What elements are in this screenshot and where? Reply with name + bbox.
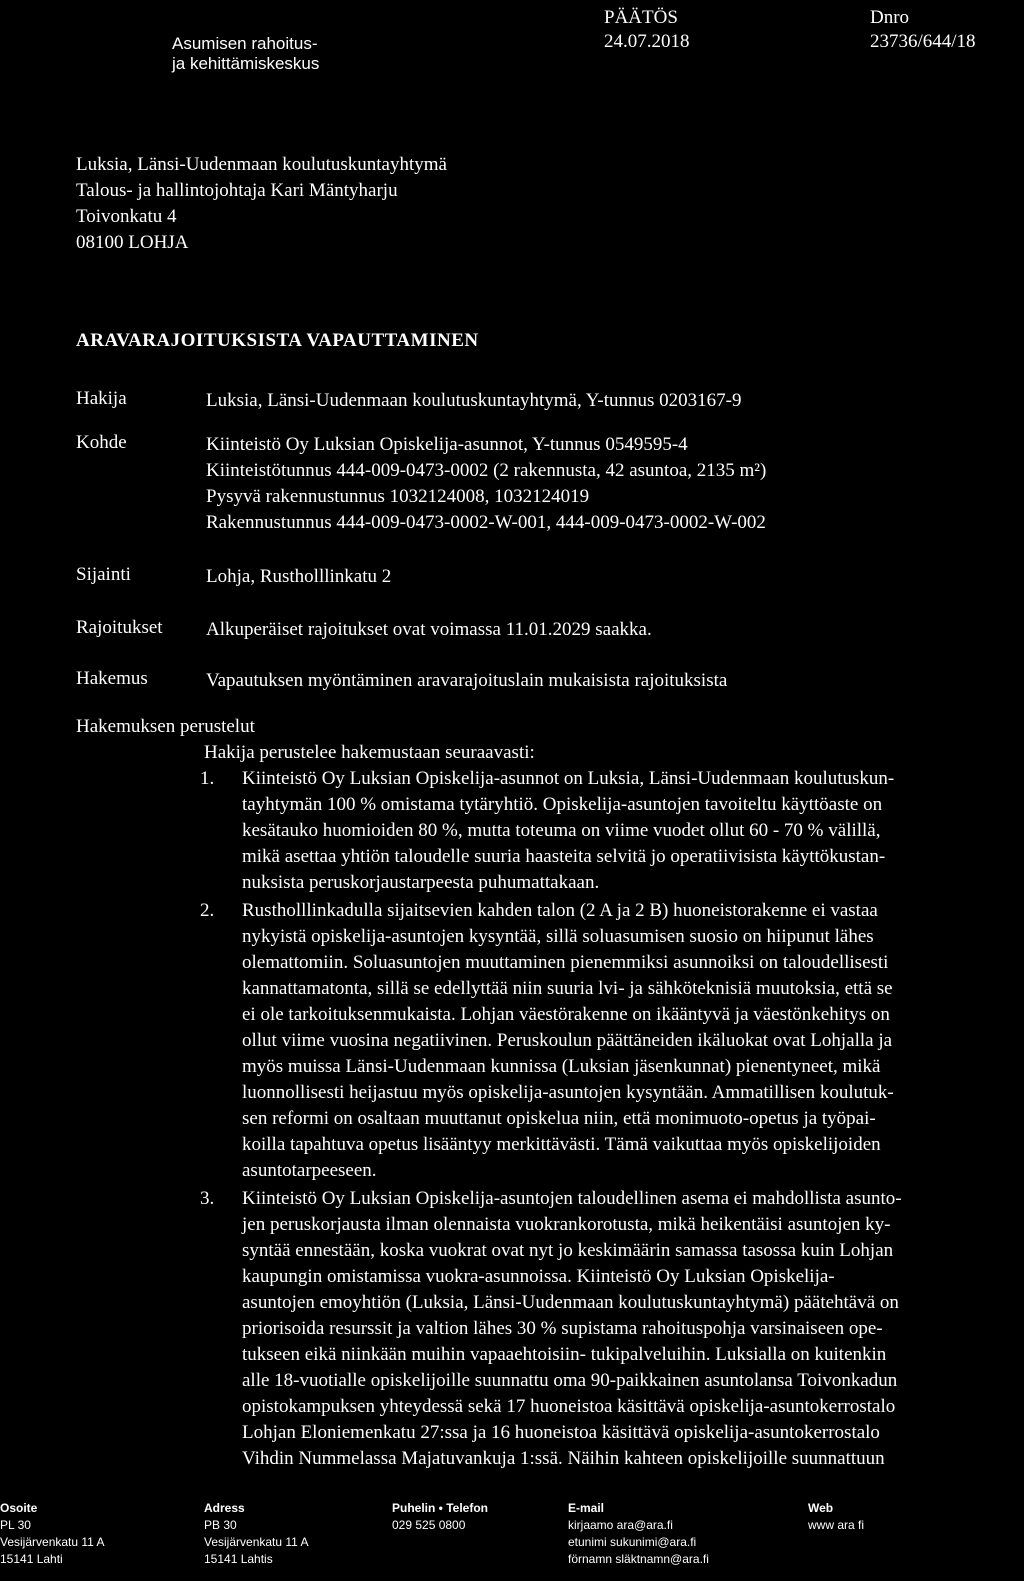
list-item-line: kannattamatonta, sillä se edellyttää niin suuria lvi- ja sähköteknisiä muutoksia, että se <box>242 978 893 999</box>
dnro-label: Dnro <box>870 7 910 28</box>
list-item-line: koilla tapahtuva opetus lisääntyy merkittävästi. Tämä vaikuttaa myös opiskelijoiden <box>242 1134 881 1155</box>
list-item-line: priorisoida resurssit ja valtion lähes 30 % supistama rahoituspohja varsinaiseen ope- <box>242 1318 883 1339</box>
footer-heading: Osoite <box>0 1501 38 1515</box>
list-item <box>200 766 1020 896</box>
list-item-line: myös muissa Länsi-Uudenmaan kunnissa (Luksian jäsenkunnat) pienentyneet, mikä <box>242 1056 881 1077</box>
list-item-line: mikä asettaa yhtiön taloudelle suuria haasteita selvitä jo operatiivisista käyttökustan- <box>242 846 886 867</box>
field-value-sijainti: Lohja, Rustholllinkatu 2 <box>206 566 392 587</box>
kohde-line: Pysyvä rakennustunnus 1032124008, 1032124019 <box>206 486 590 507</box>
list-item-line: tukseen eikä niinkään muihin vapaaehtoisiin- tukipalveluihin. Luksialla on kuitenkin <box>242 1344 887 1365</box>
list-item-line: asuntotarpeeseen. <box>242 1160 377 1181</box>
kohde-line: Kiinteistötunnus 444-009-0473-0002 (2 rakennusta, 42 asuntoa, 2135 m²) <box>206 460 767 481</box>
list-item-line: luonnollisesti heijastuu myös opiskelija-asuntojen kysyntään. Ammatillisen koulutuk- <box>242 1082 894 1103</box>
field-label-sijainti: Sijainti <box>76 564 131 585</box>
recipient-line: Luksia, Länsi-Uudenmaan koulutuskuntayhtymä <box>76 154 447 175</box>
perustelut-heading: Hakemuksen perustelut <box>76 716 255 737</box>
recipient-line: Toivonkatu 4 <box>76 206 177 227</box>
document-title: ARAVARAJOITUKSISTA VAPAUTTAMINEN <box>76 330 479 351</box>
list-item-line: alle 18-vuotialle opiskelijoille suunnattu oma 90-paikkainen asuntolansa Toivonkadun <box>242 1370 898 1391</box>
list-item-line: nykyistä opiskelija-asuntojen kysyntää, sillä soluasumisen suosio on hiipunut lähes <box>242 926 874 947</box>
list-item-number: 2. <box>200 900 215 921</box>
field-value-hakemus: Vapautuksen myöntäminen aravarajoituslain mukaisista rajoituksista <box>206 670 728 691</box>
list-item <box>200 1186 1020 1472</box>
agency-name-line: ja kehittämiskeskus <box>172 54 320 73</box>
agency-name-line: Asumisen rahoitus- <box>172 34 318 53</box>
field-value-kohde <box>206 432 766 536</box>
dnro-value: 23736/644/18 <box>870 31 976 52</box>
perustelut-list <box>200 766 1020 1474</box>
list-item <box>200 898 1020 1184</box>
footer-line: PB 30 <box>204 1518 237 1532</box>
list-item-line: syntää ennestään, koska vuokrat ovat nyt jo keskimäärin samassa tasossa kuin Lohjan <box>242 1240 894 1261</box>
list-item-line: Kiinteistö Oy Luksian Opiskelija-asunnot on Luksia, Länsi-Uudenmaan koulutuskun- <box>242 768 895 789</box>
footer-heading: Adress <box>204 1501 245 1515</box>
footer-line: Vesijärvenkatu 11 A <box>204 1535 309 1549</box>
footer-line: 15141 Lahtis <box>204 1552 273 1566</box>
list-item-line: sen reformi on osaltaan muuttanut opiskelua niin, että monimuoto-opetus ja työpai- <box>242 1108 876 1129</box>
footer-email <box>568 1500 709 1568</box>
field-value-rajoitukset: Alkuperäiset rajoitukset ovat voimassa 11.01.2029 saakka. <box>206 619 652 640</box>
list-item-line: kaupungin omistamissa vuokra-asunnoissa. Kiinteistö Oy Luksian Opiskelija- <box>242 1266 835 1287</box>
footer-line: 15141 Lahti <box>0 1552 63 1566</box>
kohde-line: Rakennustunnus 444-009-0473-0002-W-001, 444-009-0473-0002-W-002 <box>206 512 766 533</box>
list-item-line: Lohjan Eloniemenkatu 27:ssa ja 16 huoneistoa käsittävä opiskelija-asuntokerrostalo <box>242 1422 880 1443</box>
recipient-line: 08100 LOHJA <box>76 232 189 253</box>
doc-date: 24.07.2018 <box>604 31 690 52</box>
list-item-number: 1. <box>200 768 215 789</box>
list-item-line: tayhtymän 100 % omistama tytäryhtiö. Opiskelija-asuntojen tavoiteltu käyttöaste on <box>242 794 883 815</box>
field-label-hakija: Hakija <box>76 388 127 409</box>
footer-line: förnamn släktnamn@ara.fi <box>568 1552 709 1566</box>
list-item-line: opistokampuksen yhteydessä sekä 17 huoneistoa käsittävä opiskelija-asuntokerrostalo <box>242 1396 896 1417</box>
list-item-line: asuntojen emoyhtiön (Luksia, Länsi-Uudenmaan koulutuskuntayhtymä) päätehtävä on <box>242 1292 899 1313</box>
footer-line: PL 30 <box>0 1518 31 1532</box>
list-item-line: kesätauko huomioiden 80 %, mutta toteuma on viime vuodet ollut 60 - 70 % välillä, <box>242 820 881 841</box>
footer-line: www ara fi <box>808 1518 865 1532</box>
list-item-line: Rustholllinkadulla sijaitsevien kahden talon (2 A ja 2 B) huoneistorakenne ei vastaa <box>242 900 878 921</box>
footer-puhelin <box>392 1500 488 1534</box>
footer-line: 029 525 0800 <box>392 1518 466 1532</box>
field-value-hakija: Luksia, Länsi-Uudenmaan koulutuskuntayhtymä, Y-tunnus 0203167-9 <box>206 390 742 411</box>
list-item-line: jen peruskorjausta ilman olennaista vuokrankorotusta, mikä heikentäisi asuntojen ky- <box>242 1214 891 1235</box>
recipient-address <box>76 152 447 256</box>
kohde-line: Kiinteistö Oy Luksian Opiskelija-asunnot, Y-tunnus 0549595-4 <box>206 434 688 455</box>
footer-adress <box>204 1500 309 1568</box>
footer-osoite <box>0 1500 105 1568</box>
perustelut-intro: Hakija perustelee hakemustaan seuraavasti: <box>204 742 535 763</box>
footer-heading: Web <box>808 1501 834 1515</box>
field-label-kohde: Kohde <box>76 432 127 453</box>
list-item-line: Kiinteistö Oy Luksian Opiskelija-asuntojen taloudellinen asema ei mahdollista asunto- <box>242 1188 902 1209</box>
list-item-line: Vihdin Nummelassa Majatuvankuja 1:ssä. Näihin kahteen opiskelijoille suunnattuun <box>242 1448 885 1469</box>
list-item-number: 3. <box>200 1188 215 1209</box>
doc-type: PÄÄTÖS <box>604 7 678 28</box>
recipient-line: Talous- ja hallintojohtaja Kari Mäntyharju <box>76 180 398 201</box>
footer-line: etunimi sukunimi@ara.fi <box>568 1535 697 1549</box>
footer-line: kirjaamo ara@ara.fi <box>568 1518 673 1532</box>
agency-name <box>172 34 319 74</box>
field-label-hakemus: Hakemus <box>76 668 148 689</box>
field-label-rajoitukset: Rajoitukset <box>76 617 163 638</box>
footer-line: Vesijärvenkatu 11 A <box>0 1535 105 1549</box>
list-item-line: ollut viime vuosina negatiivinen. Peruskoulun päättäneiden ikäluokat ovat Lohjalla ja <box>242 1030 893 1051</box>
footer-heading: E-mail <box>568 1501 605 1515</box>
list-item-line: ei ole tarkoituksenmukaista. Lohjan väestörakenne on ikääntyvä ja väestönkehitys on <box>242 1004 890 1025</box>
list-item-line: nuksista peruskorjaustarpeesta puhumattakaan. <box>242 872 600 893</box>
footer-web <box>808 1500 864 1534</box>
list-item-line: olemattomiin. Soluasuntojen muuttaminen pienemmiksi asunnoiksi on taloudellisesti <box>242 952 889 973</box>
footer-heading: Puhelin • Telefon <box>392 1501 488 1515</box>
